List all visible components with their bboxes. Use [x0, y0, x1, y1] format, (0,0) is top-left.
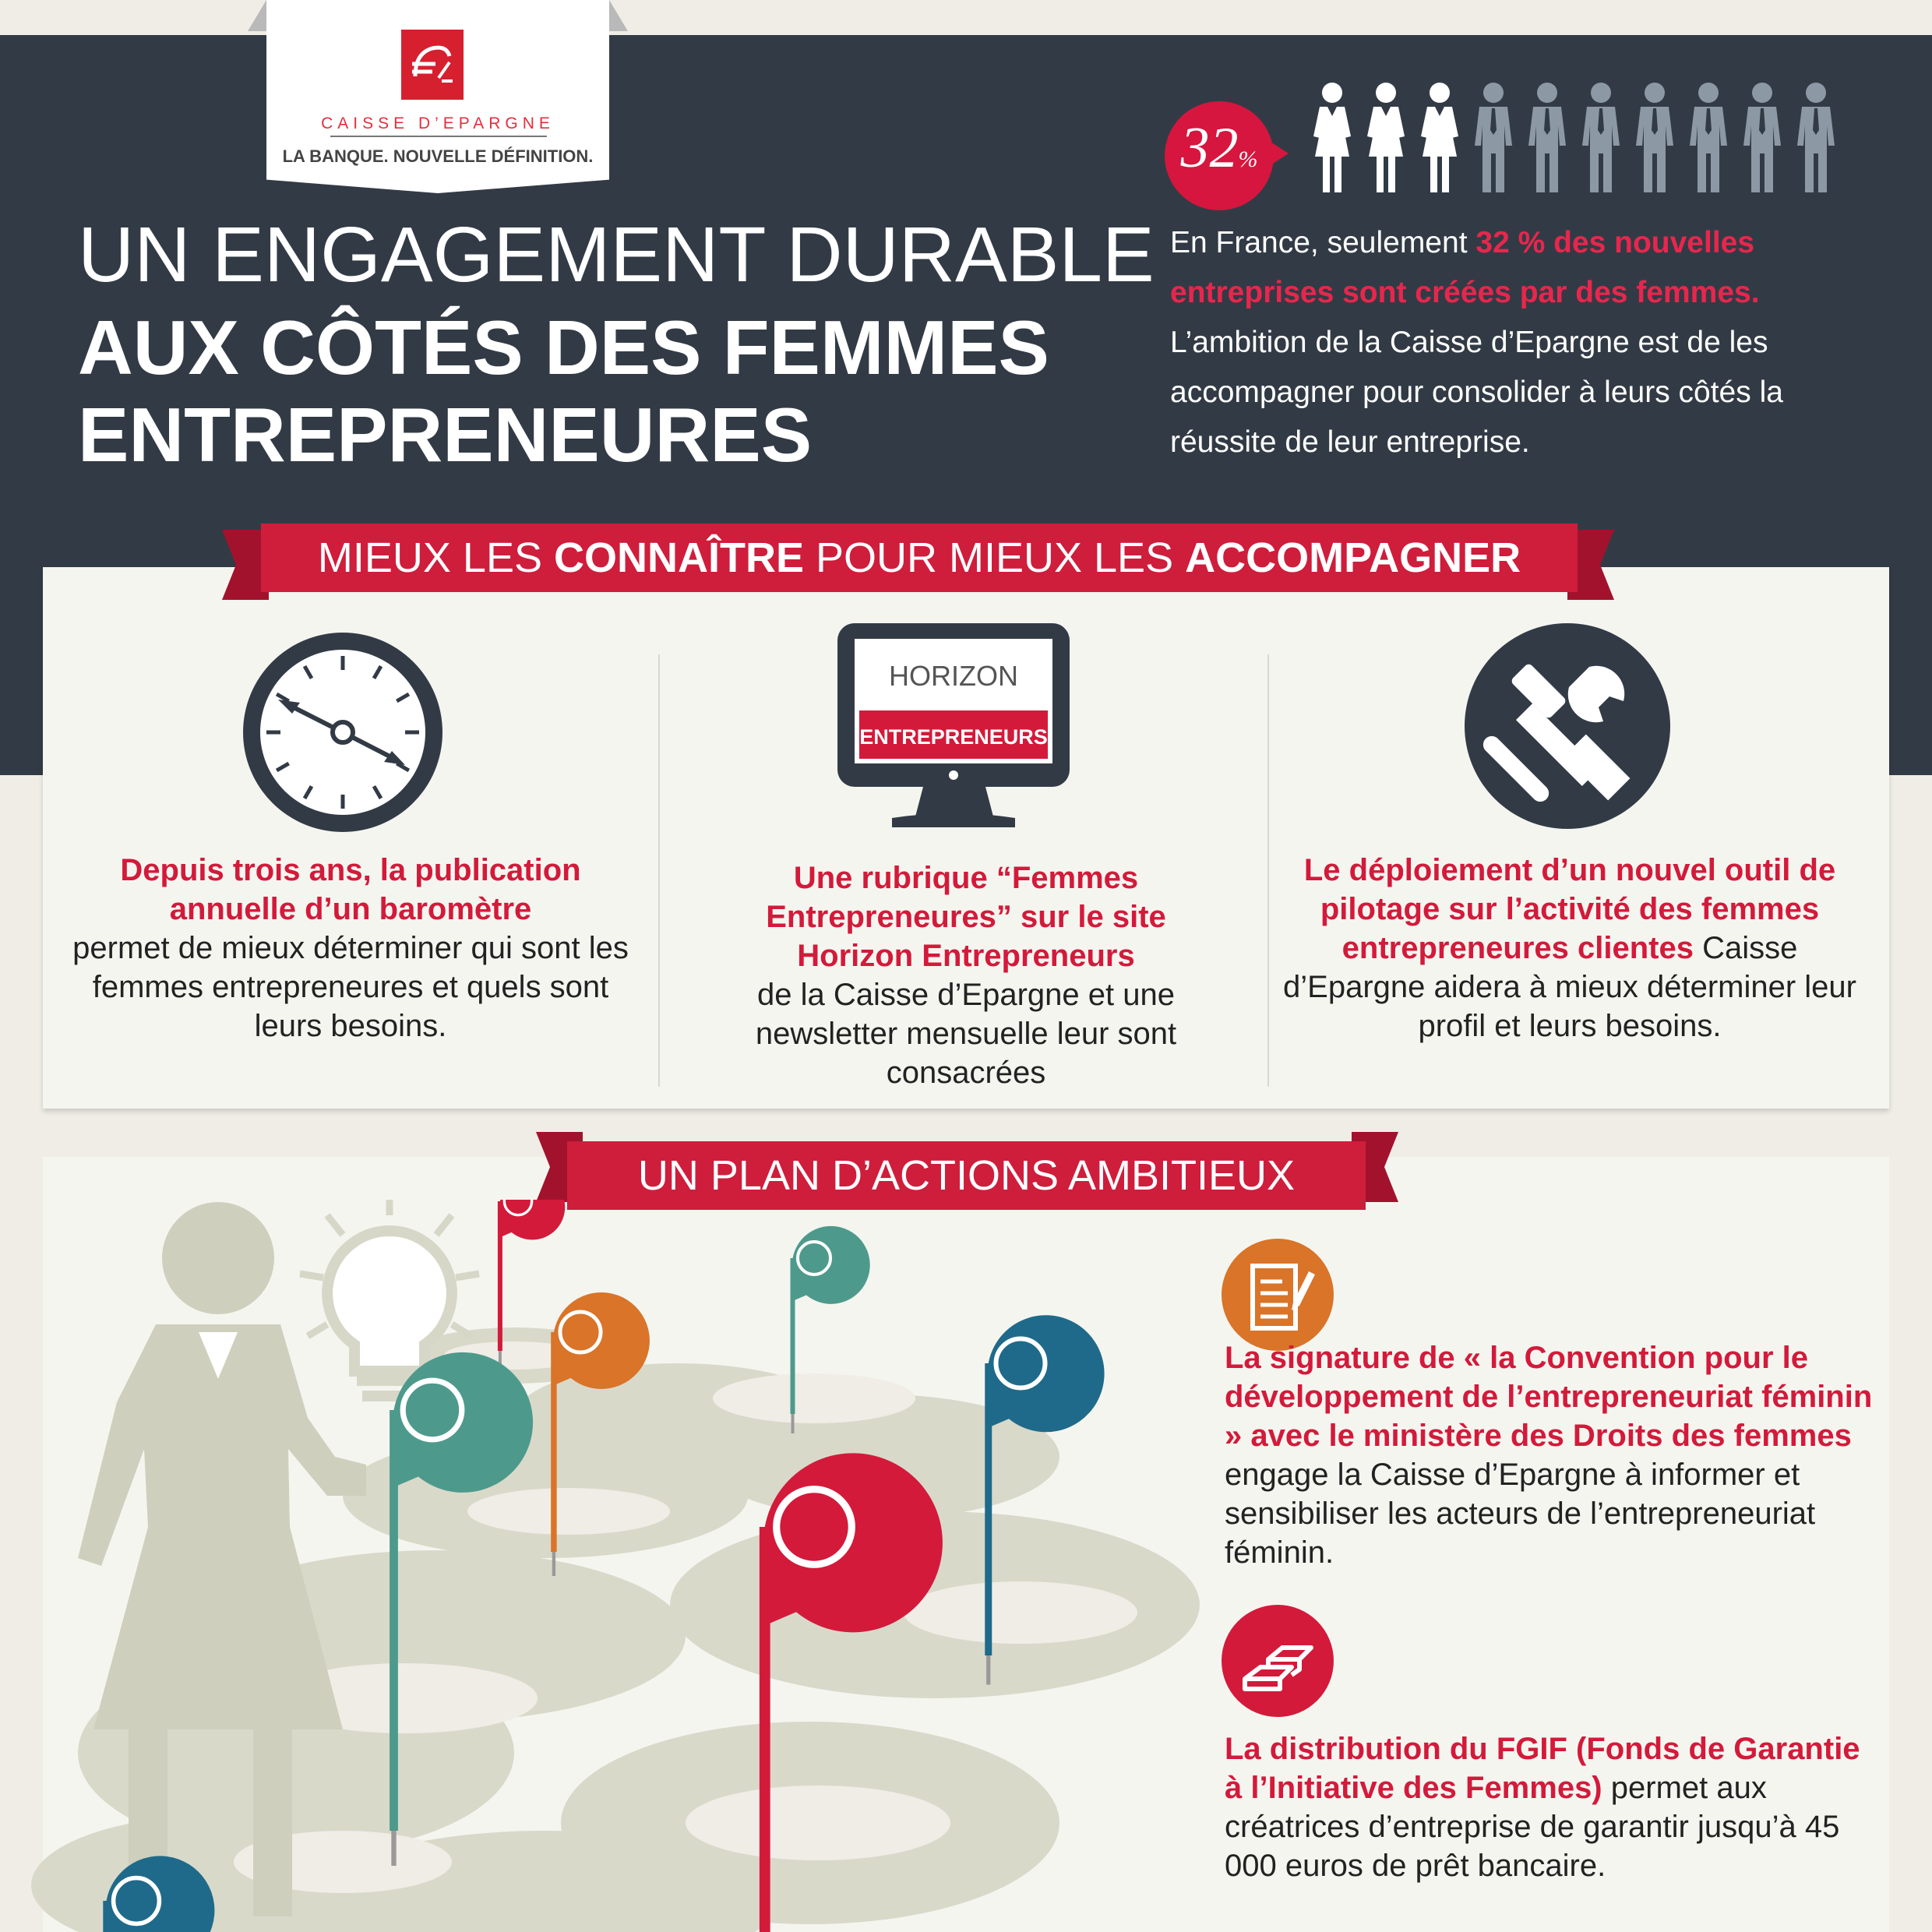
man-icon — [1636, 83, 1673, 192]
feature-tool-highlight: Le déploiement d’un nouvel outil de pilotage sur l’activité des femmes entrepreneures clientes — [1303, 853, 1836, 965]
page-title-bold — [78, 304, 1049, 478]
page-title-line2: AUX CÔTÉS DES FEMMES — [78, 305, 1049, 390]
divider-1 — [658, 654, 660, 1087]
man-icon — [1743, 83, 1781, 192]
action-fgif-body: permet aux créatrices d’entreprise de garantir jusqu’à 45 000 euros de prêt bancaire. — [1225, 1771, 1840, 1883]
man-icon — [1690, 83, 1727, 192]
feature-barometer-highlight: Depuis trois ans, la publication annuelle d’un baromètre — [120, 853, 581, 926]
intro-highlight: 32 % des nouvelles entreprises sont créées par des femmes. — [1170, 226, 1760, 309]
woman-icon — [1313, 83, 1351, 192]
document-pen-icon — [1222, 1239, 1334, 1355]
action-fgif — [1225, 1729, 1879, 1885]
clock-icon — [238, 631, 448, 837]
divider-2 — [1267, 654, 1269, 1087]
action-convention — [1225, 1338, 1879, 1572]
roadmap-illustration — [0, 1200, 1215, 1932]
feature-tool — [1282, 851, 1858, 1045]
screen-line2: ENTREPRENEURS — [859, 725, 1048, 749]
woman-icon — [1367, 83, 1405, 192]
feature-barometer-body: permet de mieux déterminer qui sont les femmes entrepreneures et quels sont leurs besoins. — [72, 931, 629, 1043]
page-title-line1: UN ENGAGEMENT DURABLE — [78, 211, 1155, 298]
feature-horizon-body: de la Caisse d’Epargne et une newsletter mensuelle leur sont consacrées — [755, 978, 1177, 1090]
logo-divider — [330, 136, 547, 137]
logo-tag-fold-right — [609, 0, 628, 31]
woman-icon — [1421, 83, 1458, 192]
tools-icon — [1465, 623, 1671, 833]
people-pictogram-row — [1303, 82, 1848, 202]
gold-bars-icon — [1222, 1605, 1334, 1721]
percent-value: 32% — [1180, 116, 1258, 180]
brand-name: CAISSE D’EPARGNE — [321, 115, 555, 132]
man-icon — [1528, 83, 1566, 192]
intro-paragraph: En France, seulement 32 % des nouvelles entreprises sont créées par des femmes. L’ambition de la Caisse d’Epargne est de les accompagner pour consolider à leurs côtés la réussite de leur entreprise. — [1170, 226, 1783, 459]
section1-ribbon: MIEUX LES CONNAÎTRE POUR MIEUX LES ACCOMPAGNER — [261, 524, 1578, 592]
action-convention-highlight: La signature de « la Convention pour le développement de l’entrepreneuriat féminin » avec le ministère des Droits des femmes — [1225, 1341, 1873, 1453]
man-icon — [1475, 83, 1512, 192]
feature-horizon-highlight: Une rubrique “Femmes Entrepreneures” sur le site Horizon Entrepreneurs — [766, 861, 1166, 973]
man-icon — [1582, 83, 1620, 192]
feature-tool-body: Caisse d’Epargne aidera à mieux déterminer leur profil et leurs besoins. — [1283, 931, 1856, 1043]
page-title-line3: ENTREPRENEURES — [78, 392, 813, 478]
action-fgif-highlight: La distribution du FGIF (Fonds de Garantie à l’Initiative des Femmes) — [1225, 1732, 1860, 1805]
monitor-icon — [837, 623, 1071, 833]
action-convention-body: engage la Caisse d’Epargne à informer et sensibiliser les acteurs de l’entrepreneuriat féminin. — [1225, 1458, 1816, 1570]
feature-barometer — [62, 851, 639, 1045]
brand-slogan: LA BANQUE. NOUVELLE DÉFINITION. — [282, 146, 594, 166]
feature-horizon — [748, 858, 1184, 1092]
man-icon — [1797, 83, 1835, 192]
squirrel-euro-logo-icon — [401, 30, 464, 100]
screen-line1: HORIZON — [889, 660, 1018, 692]
logo-tag-fold-left — [248, 0, 266, 31]
section2-ribbon: UN PLAN D’ACTIONS AMBITIEUX — [567, 1141, 1366, 1210]
